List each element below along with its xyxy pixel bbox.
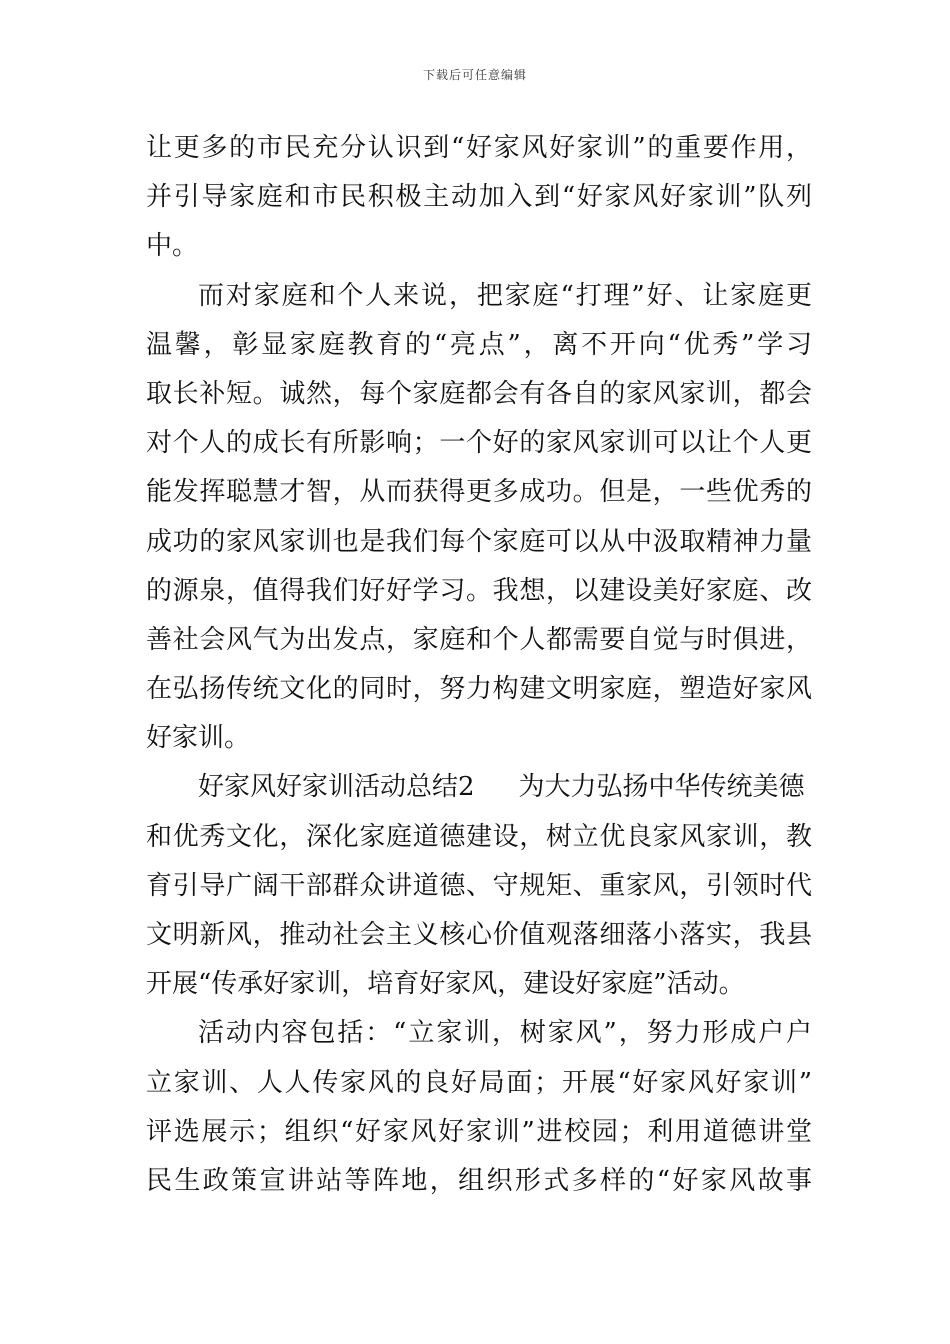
text-line: 善社会风气为出发点，家庭和个人都需要自觉与时俱进， xyxy=(146,624,812,655)
text-line: 而对家庭和个人来说，把家庭“打理”好、让家庭更 xyxy=(198,280,812,311)
paragraph-1 xyxy=(146,124,812,272)
section-title-line xyxy=(146,763,812,812)
text-line: 能发挥聪慧才智，从而获得更多成功。但是，一些优秀的 xyxy=(146,477,812,508)
paragraph-3 xyxy=(146,763,812,1009)
text-line: 立家训、人人传家风的良好局面；开展“好家风好家训” xyxy=(146,1067,812,1098)
text-line: 成功的家风家训也是我们每个家庭可以从中汲取精神力量 xyxy=(146,526,812,557)
text-line: 育引导广阔干部群众讲道德、守规矩、重家风，引领时代 xyxy=(146,870,812,901)
paragraph-2 xyxy=(146,272,812,764)
text-line: 的源泉，值得我们好好学习。我想，以建设美好家庭、改 xyxy=(146,575,812,606)
section-title: 好家风好家训活动总结2 xyxy=(198,772,475,803)
text-line: 好家训。 xyxy=(146,723,251,754)
text-line-start: 为大力弘扬中华传统美德 xyxy=(518,772,805,803)
text-line: 和优秀文化，深化家庭道德建设，树立优良家风家训，教 xyxy=(146,821,812,852)
page-header-note: 下载后可任意编辑 xyxy=(422,68,527,82)
text-line: 并引导家庭和市民积极主动加入到“好家风好家训”队列 xyxy=(146,182,812,213)
text-line: 让更多的市民充分认识到“好家风好家训”的重要作用， xyxy=(146,133,812,163)
text-line: 在弘扬传统文化的同时，努力构建文明家庭，塑造好家风 xyxy=(146,674,812,705)
text-line: 对个人的成长有所影响；一个好的家风家训可以让个人更 xyxy=(146,428,812,459)
paragraph-4 xyxy=(146,1009,812,1206)
text-line: 评选展示；组织“好家风好家训”进校园；利用道德讲堂 xyxy=(146,1116,812,1147)
text-line: 中。 xyxy=(146,231,199,262)
text-line: 开展“传承好家训，培育好家风，建设好家庭”活动。 xyxy=(146,969,745,1000)
text-line: 民生政策宣讲站等阵地，组织形式多样的“好家风故事 xyxy=(146,1165,812,1196)
document-body xyxy=(146,124,812,1206)
text-line: 温馨，彰显家庭教育的“亮点”，离不开向“优秀”学习 xyxy=(146,329,812,360)
text-line: 文明新风，推动社会主义核心价值观落细落小落实，我县 xyxy=(146,920,812,950)
text-line: 活动内容包括：“立家训，树家风”，努力形成户户 xyxy=(198,1018,812,1049)
text-line: 取长补短。诚然，每个家庭都会有各自的家风家训，都会 xyxy=(146,378,812,409)
